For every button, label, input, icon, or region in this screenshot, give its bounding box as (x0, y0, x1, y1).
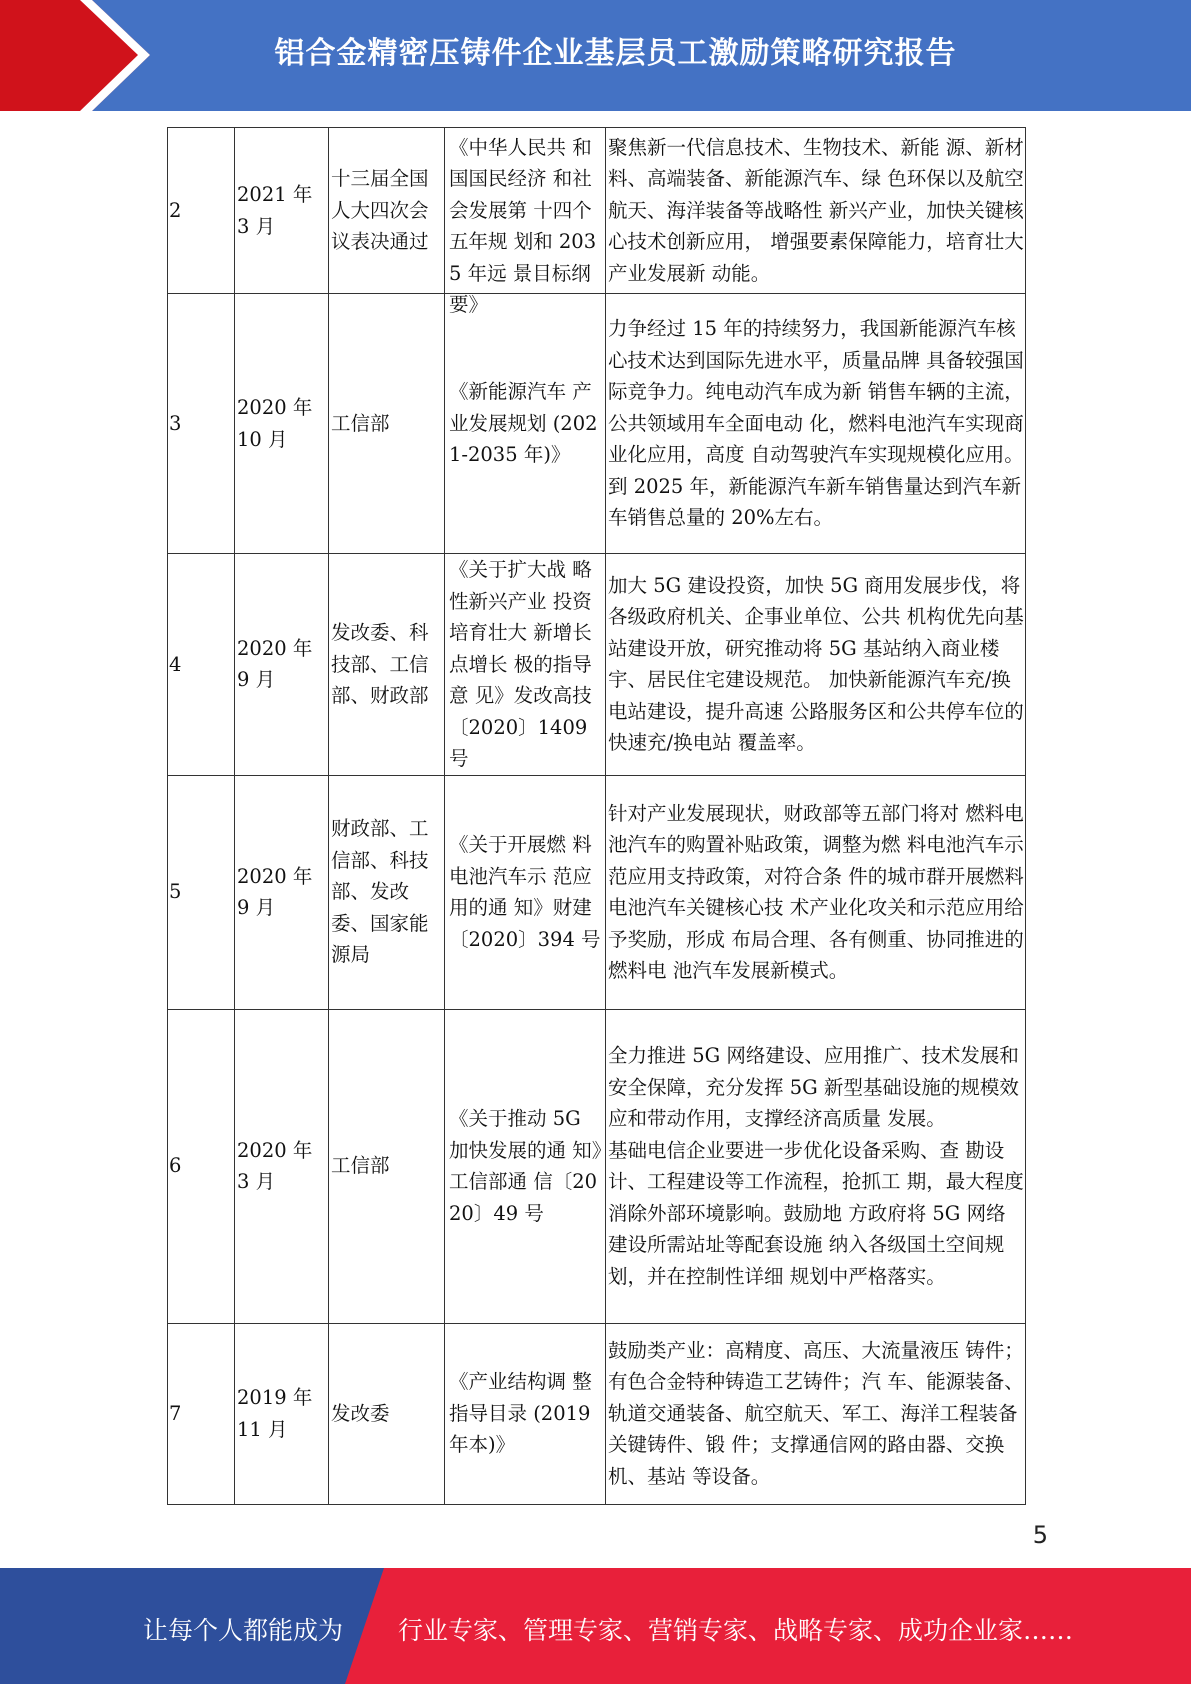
footer-slogan-left: 让每个人都能成为 (143, 1616, 344, 1645)
row-department: 十三届全国人大四次会议表决通过 (329, 128, 445, 294)
row-document: 《关于扩大战 略性新兴产业 投资培育壮大 新增长点增长 极的指导意 见》发改高技〔2020〕1409 号 (445, 554, 606, 776)
page-header (0, 0, 1191, 111)
footer-slogan-right: 行业专家、管理专家、营销专家、战略专家、成功企业家…… (398, 1616, 1074, 1645)
page-number: 5 (1032, 1521, 1048, 1549)
row-department: 发改委 (329, 1323, 445, 1504)
row-document: 《关于开展燃 料电池汽车示 范应用的通 知》财建〔2020〕394 号 (445, 775, 606, 1009)
row-number: 4 (168, 554, 235, 776)
row-number: 6 (168, 1009, 235, 1323)
row-number: 2 (168, 128, 235, 294)
row-document: 《产业结构调 整指导目录 (2019 年本)》 (445, 1323, 606, 1504)
table-row (168, 554, 1026, 776)
row-content: 针对产业发展现状，财政部等五部门将对 燃料电池汽车的购置补贴政策，调整为燃 料电池汽车示范应用支持政策，对符合条 件的城市群开展燃料电池汽车关键核心技 术产业化攻关和示范应用给予奖励，形成 布局合理、各有侧重、协同推进的燃料电 池汽车发展新模式。 (606, 775, 1026, 1009)
report-title: 铝合金精密压铸件企业基层员工激励策略研究报告 (274, 36, 957, 71)
content-paragraph: 基础电信企业要进一步优化设备采购、查 勘设计、工程建设等工作流程，抢抓工 期，最大程度消除外部环境影响。鼓励地 方政府将 5G 网络建设所需站址等配套设施 纳入各级国土空间规划，并在控制性详细 规划中严格落实。 (608, 1138, 1024, 1288)
table-row (168, 1009, 1026, 1323)
row-department: 发改委、科技部、工信部、财政部 (329, 554, 445, 776)
row-number: 3 (168, 294, 235, 554)
row-date: 2021 年 3 月 (235, 128, 329, 294)
row-date: 2020 年 9 月 (235, 775, 329, 1009)
policy-table (167, 127, 1026, 1505)
row-content (606, 294, 1026, 554)
content-paragraph: 力争经过 15 年的持续努力，我国新能源汽车核心技术达到国际先进水平，质量品牌 具备较强国际竞争力。纯电动汽车成为新 销售车辆的主流，公共领域用车全面电动 化，燃料电池汽车实现商业化应用，高度 自动驾驶汽车实现规模化应用。 (608, 317, 1024, 467)
table-row (168, 1323, 1026, 1504)
table-row (168, 775, 1026, 1009)
row-date: 2020 年 3 月 (235, 1009, 329, 1323)
row-document (445, 128, 606, 316)
row-content: 鼓励类产业：高精度、高压、大流量液压 铸件；有色合金特种铸造工艺铸件；汽 车、能源装备、轨道交通装备、航空航天、军工、海洋工程装备关键铸件、锻 件；支撑通信网的路由器、交换机、基站 等设备。 (606, 1323, 1026, 1504)
table-row (168, 294, 1026, 554)
row-department: 工信部 (329, 1009, 445, 1323)
row-content (606, 1009, 1026, 1323)
row-date: 2019 年 11 月 (235, 1323, 329, 1504)
row-department: 工信部 (329, 294, 445, 554)
table-row (168, 128, 1026, 294)
row-document: 《新能源汽车 产业发展规划 (2021-2035 年)》 (445, 294, 606, 554)
page-footer (0, 1568, 1191, 1684)
document-text: 《中华人民共 和国国民经济 和社会发展第 十四个五年规 划和 2035 年远 景目标纲要》 (449, 135, 597, 316)
row-number: 7 (168, 1323, 235, 1504)
content-paragraph: 到 2025 年，新能源汽车新车销售量达到汽车新车销售总量的 20%左右。 (608, 474, 1022, 530)
row-document: 《关于推动 5G 加快发展的通 知》工信部通 信〔2020〕49 号 (445, 1009, 606, 1323)
row-date: 2020 年 9 月 (235, 554, 329, 776)
row-number: 5 (168, 775, 235, 1009)
row-date: 2020 年 10 月 (235, 294, 329, 554)
content-paragraph: 全力推进 5G 网络建设、应用推广、技术发展和安全保障，充分发挥 5G 新型基础设施的规模效应和带动作用，支撑经济高质量 发展。 (608, 1044, 1019, 1130)
row-content: 加大 5G 建设投资，加快 5G 商用发展步伐，将各级政府机关、企事业单位、公共 机构优先向基站建设开放，研究推动将 5G 基站纳入商业楼宇、居民住宅建设规范。 加快新能源汽车充/换电站建设，提升高速 公路服务区和公共停车位的快速充/换电站 覆盖率。 (606, 554, 1026, 776)
row-content: 聚焦新一代信息技术、生物技术、新能 源、新材料、高端装备、新能源汽车、绿 色环保以及航空航天、海洋装备等战略性 新兴产业，加快关键核心技术创新应用， 增强要素保障能力，培育壮大产业发展新 动能。 (606, 128, 1026, 294)
row-department: 财政部、工信部、科技部、发改委、国家能源局 (329, 775, 445, 1009)
